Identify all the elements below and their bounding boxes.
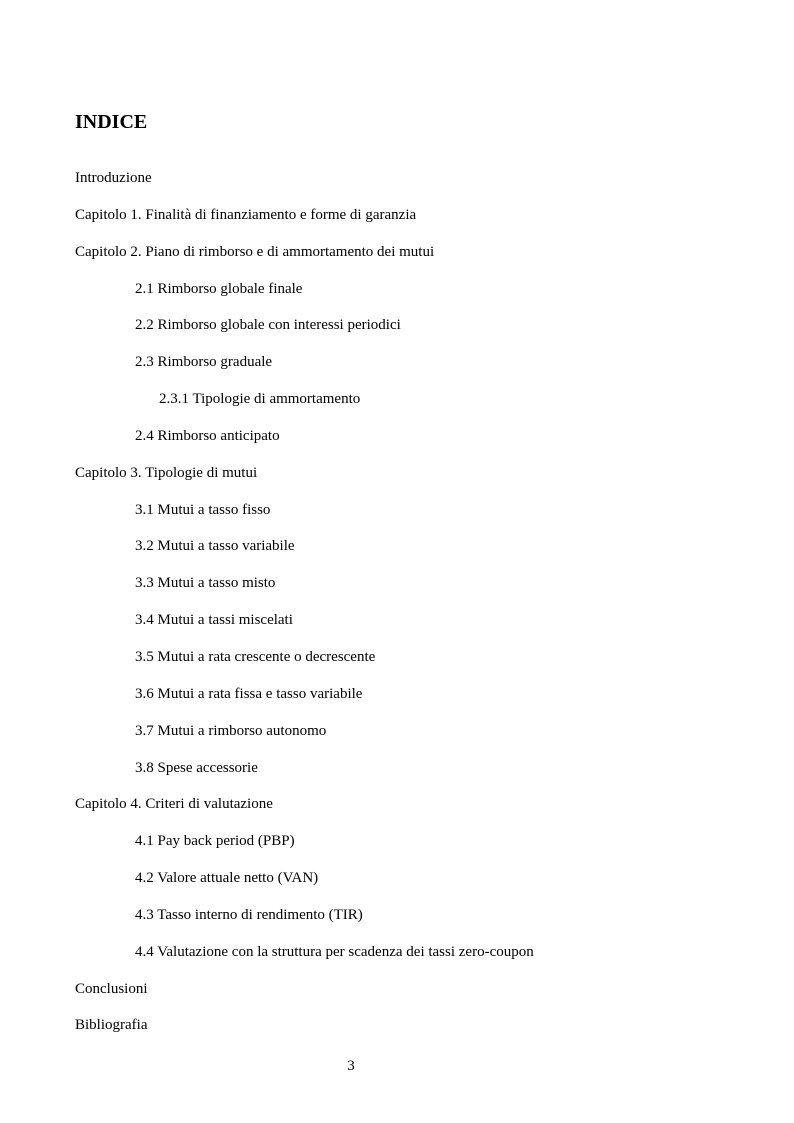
toc-entry: 4.2 Valore attuale netto (VAN) [135,870,319,887]
toc-entry: Introduzione [75,170,152,186]
toc-entry: Capitolo 3. Tipologie di mutui [75,464,258,481]
toc-entry: 3.6 Mutui a rata fissa e tasso variabile [135,685,363,702]
toc-entry: 3.7 Mutui a rimborso autonomo [135,722,327,739]
toc-entry: 2.4 Rimborso anticipato [135,427,280,444]
toc-entry: 2.2 Rimborso globale con interessi periodici [135,317,401,334]
page-title: INDICE [75,111,148,133]
page-number: 3 [347,1058,355,1074]
toc-entry: Conclusioni [75,980,148,997]
toc-entry: 2.3.1 Tipologie di ammortamento [159,391,361,408]
toc-entry: 2.3 Rimborso graduale [135,354,273,371]
toc-entry: 3.8 Spese accessorie [135,759,258,776]
toc-entry: 3.2 Mutui a tasso variabile [135,538,295,555]
toc-entry: Capitolo 2. Piano di rimborso e di ammortamento dei mutui [75,243,435,260]
table-of-contents [75,166,534,1050]
toc-entry: 2.1 Rimborso globale finale [135,280,303,297]
toc-entry: Capitolo 4. Criteri di valutazione [75,796,273,813]
toc-entry: Capitolo 1. Finalità di finanziamento e forme di garanzia [75,206,417,223]
toc-entry: 4.4 Valutazione con la struttura per scadenza dei tassi zero-coupon [135,943,534,960]
toc-entry: Bibliografia [75,1017,148,1034]
toc-entry: 4.1 Pay back period (PBP) [135,833,295,850]
toc-entry: 3.1 Mutui a tasso fisso [135,501,271,518]
toc-entry: 3.5 Mutui a rata crescente o decrescente [135,648,376,665]
toc-entry: 3.3 Mutui a tasso misto [135,575,276,592]
toc-entry: 3.4 Mutui a tassi miscelati [135,612,293,629]
toc-entry: 4.3 Tasso interno di rendimento (TIR) [135,906,363,923]
